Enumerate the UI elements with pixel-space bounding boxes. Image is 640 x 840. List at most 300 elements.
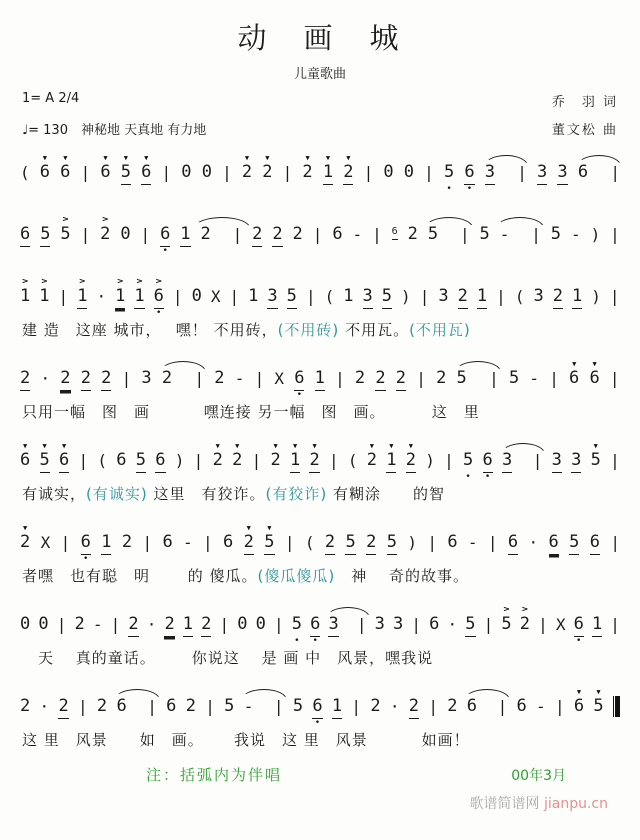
dot-space xyxy=(124,391,129,400)
note xyxy=(509,359,519,400)
barline xyxy=(283,153,293,194)
dot-space xyxy=(426,185,431,194)
lyric-text: 有糊涂 的智 xyxy=(327,485,446,503)
dot-space xyxy=(177,473,182,482)
glyph: 2 xyxy=(553,287,563,309)
dot-space xyxy=(557,719,562,728)
glyph: 2 xyxy=(343,163,353,185)
barline xyxy=(610,153,620,194)
note xyxy=(166,687,176,728)
glyph: | xyxy=(328,451,339,470)
note xyxy=(386,441,396,482)
glyph: | xyxy=(251,451,262,470)
note xyxy=(287,277,297,318)
dot-space xyxy=(43,247,48,256)
rest xyxy=(256,605,266,646)
dot-space xyxy=(188,719,193,728)
mark-space xyxy=(81,687,85,697)
mark-space xyxy=(96,605,100,615)
accompaniment-note: 注：括弧内为伴唱 xyxy=(146,766,283,784)
staccato-mark: ▼ xyxy=(144,154,149,162)
dot-space xyxy=(441,309,446,318)
dot-space xyxy=(42,719,47,728)
note xyxy=(223,523,233,564)
dot-space xyxy=(551,391,556,400)
glyph: 2 xyxy=(447,696,458,716)
mark-space xyxy=(410,523,414,533)
note xyxy=(458,277,468,318)
dot-space xyxy=(317,391,322,400)
song-title: 动 画 城 xyxy=(237,21,403,55)
glyph: | xyxy=(363,163,374,182)
dot-space xyxy=(204,185,209,194)
note xyxy=(100,215,110,256)
barline xyxy=(57,605,67,646)
dot-space xyxy=(164,185,169,194)
dot-space xyxy=(350,473,355,482)
glyph: 1 xyxy=(386,451,396,473)
dot-space xyxy=(327,555,332,564)
mark-space xyxy=(235,215,239,225)
glyph: | xyxy=(121,369,132,388)
notation-line xyxy=(16,518,624,564)
mark-space xyxy=(309,277,313,287)
glyph: 1 xyxy=(77,287,87,309)
dot-space xyxy=(63,555,68,564)
barline xyxy=(416,359,426,400)
dot-space xyxy=(504,473,509,482)
dot-space xyxy=(22,185,27,194)
dot-space xyxy=(204,637,209,646)
mark-space xyxy=(338,359,342,369)
parenthesis xyxy=(591,215,601,256)
dot-space xyxy=(482,247,487,256)
glyph: 6 xyxy=(590,533,600,555)
glyph: 6 xyxy=(155,451,165,473)
note xyxy=(387,523,397,564)
low-octave-dot: • xyxy=(465,472,471,482)
mark-space xyxy=(206,523,210,533)
note xyxy=(508,523,518,564)
barline xyxy=(78,687,88,728)
glyph: | xyxy=(58,287,69,306)
note xyxy=(40,215,50,256)
dot-space xyxy=(377,637,382,646)
dot-space xyxy=(113,637,118,646)
note xyxy=(59,441,69,482)
dot-space xyxy=(502,247,507,256)
note xyxy=(574,605,584,646)
glyph: · xyxy=(40,369,51,388)
barline xyxy=(610,359,620,400)
key-signature: 1= A 2/4 xyxy=(22,91,80,106)
dot xyxy=(96,277,106,318)
note xyxy=(162,523,172,564)
glyph: 6 xyxy=(294,369,304,391)
note xyxy=(20,277,30,318)
glyph: 6 xyxy=(483,451,493,473)
note xyxy=(134,277,144,318)
glyph: 2 xyxy=(128,615,138,637)
note xyxy=(549,523,559,564)
staccato-mark: ▼ xyxy=(123,154,128,162)
glyph: 5 xyxy=(427,224,439,244)
staccato-mark: ▼ xyxy=(267,524,272,532)
mark-space xyxy=(83,153,87,163)
glyph: | xyxy=(554,697,565,716)
dot-space xyxy=(593,309,598,318)
note xyxy=(363,277,373,318)
note xyxy=(332,687,342,728)
notation-line xyxy=(16,354,624,400)
barline xyxy=(496,277,506,318)
note xyxy=(101,359,111,400)
mark-space xyxy=(254,441,258,451)
dot-space xyxy=(535,473,540,482)
dot-space xyxy=(251,309,256,318)
mark-space xyxy=(613,277,617,287)
glyph: | xyxy=(205,697,215,716)
dot-space xyxy=(384,309,389,318)
music-system xyxy=(16,682,624,750)
dot-space xyxy=(289,309,294,318)
dot-space xyxy=(612,637,617,646)
glyph: X xyxy=(210,287,221,306)
dot-space xyxy=(287,555,292,564)
dot-space xyxy=(504,637,509,646)
mark-space xyxy=(366,153,370,163)
staccato-mark: ▼ xyxy=(265,154,270,162)
dot-space xyxy=(408,473,413,482)
dot-space xyxy=(124,555,129,564)
parenthesis xyxy=(20,153,30,194)
glyph: 5 xyxy=(593,696,604,716)
mark-space xyxy=(419,359,423,369)
dot-space xyxy=(592,555,597,564)
mark-space xyxy=(308,523,312,533)
dot-space xyxy=(490,555,495,564)
dot-space xyxy=(346,185,351,194)
glyph: 1 xyxy=(343,286,354,306)
dot-space xyxy=(373,719,378,728)
note xyxy=(201,605,211,646)
dot-space xyxy=(418,391,423,400)
dot xyxy=(529,523,539,564)
accompaniment-lyric: (有诚实) xyxy=(86,485,148,503)
glyph: 0 xyxy=(20,614,31,634)
dot-space xyxy=(265,185,270,194)
glyph: 3 xyxy=(571,451,581,473)
glyph: 6 xyxy=(508,533,518,555)
note xyxy=(393,605,403,646)
dot-space xyxy=(42,309,47,318)
dot-space xyxy=(227,719,232,728)
glyph: | xyxy=(254,369,265,388)
glyph: 2 xyxy=(325,533,335,555)
glyph: | xyxy=(356,615,367,634)
note xyxy=(323,153,333,194)
note xyxy=(537,153,547,194)
note xyxy=(375,605,385,646)
dot-space xyxy=(217,391,222,400)
mark-space xyxy=(360,605,364,615)
staccato-mark: ▼ xyxy=(389,442,394,450)
staccato-mark: ▼ xyxy=(42,154,48,162)
rest xyxy=(38,605,48,646)
note xyxy=(186,687,196,728)
mark-space xyxy=(574,215,578,225)
note xyxy=(464,153,474,194)
dot-space xyxy=(254,473,259,482)
glyph: 2 xyxy=(252,225,262,247)
dot-space xyxy=(450,637,455,646)
barline xyxy=(533,441,543,482)
glyph: · xyxy=(528,533,539,552)
dot-space xyxy=(244,185,249,194)
barline xyxy=(220,605,230,646)
dot-space xyxy=(327,309,332,318)
lyrics-line xyxy=(16,401,624,422)
note xyxy=(121,153,131,194)
footer xyxy=(16,764,624,785)
glyph: 2 xyxy=(409,697,419,719)
glyph: 2 xyxy=(200,224,211,244)
note xyxy=(39,277,49,318)
glyph: 0 xyxy=(120,224,131,244)
glyph: | xyxy=(497,697,508,716)
staccato-mark: ▼ xyxy=(592,360,597,368)
dot-space xyxy=(593,473,598,482)
barline xyxy=(203,523,213,564)
note xyxy=(290,441,300,482)
glyph: | xyxy=(483,615,494,634)
parenthesis xyxy=(407,523,417,564)
note xyxy=(115,277,125,318)
glyph: - xyxy=(499,225,510,244)
dot-space xyxy=(487,185,492,194)
note xyxy=(590,523,600,564)
barline xyxy=(142,523,152,564)
glyph: 2 xyxy=(366,450,377,470)
dot-space xyxy=(104,391,109,400)
glyph: | xyxy=(161,163,172,182)
glyph: 2 xyxy=(121,532,133,552)
mark-space xyxy=(354,687,358,697)
barline xyxy=(173,277,183,318)
duration-dash xyxy=(183,523,193,564)
barline xyxy=(444,441,454,482)
note xyxy=(20,523,30,564)
glyph: 0 xyxy=(181,162,192,182)
glyph: ( xyxy=(514,287,525,306)
glyph: 6 xyxy=(160,225,170,247)
glyph: 5 xyxy=(291,614,302,634)
note xyxy=(214,359,224,400)
barline xyxy=(351,687,361,728)
dot-space xyxy=(61,719,66,728)
glyph: 6 xyxy=(116,450,127,470)
lyric-text: 不用瓦。 xyxy=(339,321,410,339)
accent-mark: > xyxy=(117,277,124,286)
mark-space xyxy=(43,523,47,533)
note xyxy=(355,359,365,400)
glyph: 6 xyxy=(81,533,91,555)
accent-mark: > xyxy=(503,605,510,614)
dot-space xyxy=(500,719,505,728)
accompaniment-lyric: (有狡诈) xyxy=(265,485,328,503)
accent-mark: > xyxy=(62,215,69,224)
lyric-text: 神 奇的故事。 xyxy=(335,567,470,585)
barline xyxy=(252,441,262,482)
dot-space xyxy=(22,247,27,256)
note xyxy=(81,523,91,564)
note xyxy=(447,523,457,564)
glyph: | xyxy=(444,451,454,470)
mark-space xyxy=(43,359,47,369)
note xyxy=(343,277,353,318)
dot-space xyxy=(560,185,565,194)
mark-space xyxy=(499,277,503,287)
note xyxy=(370,687,380,728)
dot-space xyxy=(80,719,85,728)
glyph: | xyxy=(80,163,91,182)
barline xyxy=(79,441,89,482)
dot-space xyxy=(498,309,503,318)
note xyxy=(396,359,406,400)
glyph: - xyxy=(536,697,546,716)
dot-space xyxy=(63,247,68,256)
rest xyxy=(20,605,30,646)
staccato-mark: ▼ xyxy=(576,688,582,696)
mark-space xyxy=(593,215,597,225)
rest xyxy=(237,605,247,646)
mark-space xyxy=(277,687,281,697)
glyph: 5 xyxy=(224,696,235,716)
barline xyxy=(427,523,437,564)
mark-space xyxy=(613,605,617,615)
mark-space xyxy=(277,359,281,369)
glyph: 0 xyxy=(383,162,394,182)
watermark-site-url[interactable]: jianpu.cn xyxy=(543,796,608,812)
lyricist-credit: 乔 羽 词 xyxy=(551,95,618,110)
dot-space xyxy=(558,637,563,646)
duration-dash xyxy=(536,687,546,728)
glyph: ( xyxy=(20,163,30,182)
glyph: 2 xyxy=(185,696,196,716)
note xyxy=(60,153,70,194)
glyph: 1 xyxy=(332,697,342,719)
glyph: 2 xyxy=(366,533,376,555)
glyph: 3 xyxy=(363,287,373,309)
note xyxy=(262,153,272,194)
lyric-text: 者嘿 也有聪 明 的 傻瓜。 xyxy=(22,567,258,585)
glyph: | xyxy=(610,451,620,470)
dot-space xyxy=(123,247,128,256)
note xyxy=(58,687,68,728)
dot-space xyxy=(422,309,427,318)
glyph: - xyxy=(529,369,540,388)
dot-space xyxy=(158,473,163,482)
mark-space xyxy=(447,441,451,451)
glyph: 1 xyxy=(20,286,31,306)
glyph: - xyxy=(352,225,363,244)
mark-space xyxy=(613,523,617,533)
glyph: ) xyxy=(174,451,185,470)
note xyxy=(332,215,342,256)
glyph: | xyxy=(305,287,316,306)
dot-space xyxy=(430,247,435,256)
glyph: 1 xyxy=(315,369,325,391)
dot-space xyxy=(378,391,383,400)
dot-space xyxy=(240,637,245,646)
mark-space xyxy=(196,441,200,451)
beat-x xyxy=(556,605,566,646)
barline xyxy=(372,215,382,256)
glyph: 2 xyxy=(232,450,243,470)
note xyxy=(244,523,254,564)
dot-space xyxy=(165,555,170,564)
music-system xyxy=(16,354,624,422)
glyph: 3 xyxy=(557,163,567,185)
dot-space xyxy=(22,637,27,646)
glyph: 6 xyxy=(589,368,600,388)
note xyxy=(465,605,475,646)
barline xyxy=(285,523,295,564)
glyph: 6 xyxy=(392,226,398,240)
dot-space xyxy=(100,473,105,482)
parenthesis xyxy=(515,277,525,318)
glyph: 5 xyxy=(443,162,455,182)
glyph: | xyxy=(419,287,430,306)
dot-space xyxy=(119,719,124,728)
barline xyxy=(194,359,204,400)
dot-space xyxy=(354,719,359,728)
glyph: | xyxy=(351,697,362,716)
glyph: 2 xyxy=(74,614,85,634)
dot xyxy=(40,687,50,728)
mark-space xyxy=(186,523,190,533)
barline xyxy=(162,153,172,194)
mark-space xyxy=(351,441,355,451)
note xyxy=(444,153,454,194)
note xyxy=(224,687,234,728)
barline xyxy=(274,687,284,728)
glyph: 5 xyxy=(40,451,50,473)
dot-space xyxy=(522,637,527,646)
barline xyxy=(233,215,243,256)
staccato-mark: ▼ xyxy=(292,442,298,450)
glyph: 0 xyxy=(38,614,49,634)
barline xyxy=(81,153,91,194)
mark-space xyxy=(613,359,617,369)
staccato-mark: ▼ xyxy=(63,154,68,162)
glyph: | xyxy=(219,615,230,634)
glyph: 1 xyxy=(39,286,50,306)
glyph: | xyxy=(496,287,506,306)
dot-space xyxy=(359,637,364,646)
note xyxy=(272,215,282,256)
mark-space xyxy=(613,153,617,163)
mark-space xyxy=(471,523,475,533)
dot-space xyxy=(145,555,150,564)
mark-space xyxy=(237,359,241,369)
glyph: 5 xyxy=(292,696,304,716)
dot-space xyxy=(207,719,212,728)
glyph: 3 xyxy=(537,163,547,185)
staccato-mark: ▼ xyxy=(369,442,374,450)
glyph: 2 xyxy=(407,224,418,244)
note xyxy=(252,215,262,256)
